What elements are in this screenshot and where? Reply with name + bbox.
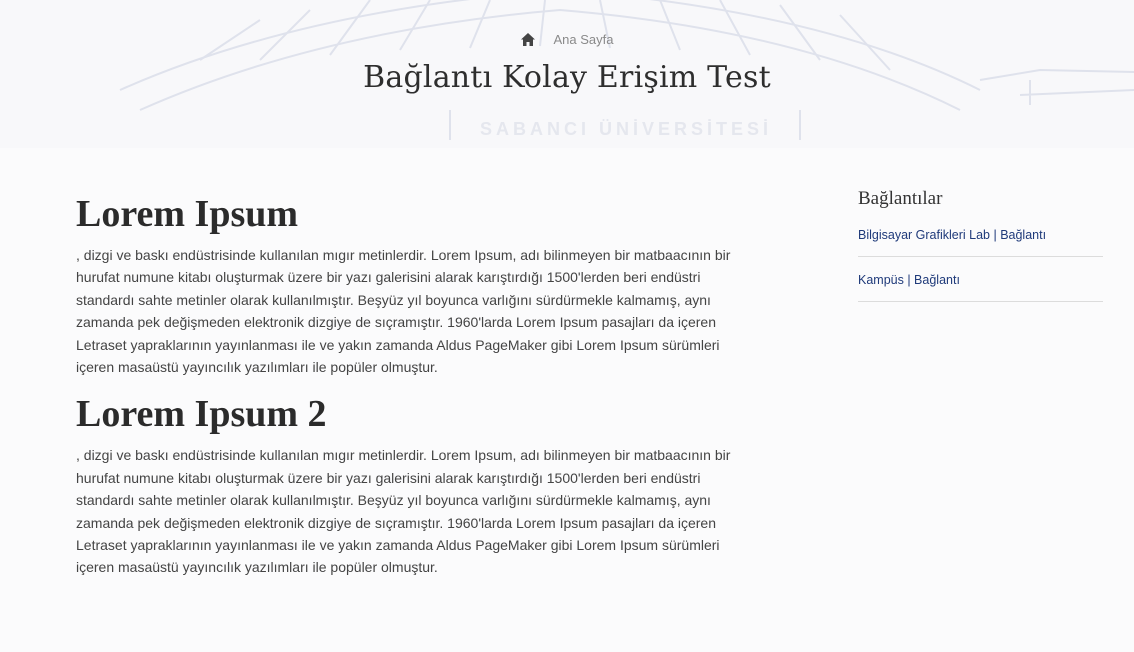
main-content — [76, 190, 766, 591]
breadcrumb-item-home[interactable]: Ana Sayfa — [553, 32, 614, 47]
sidebar-title: Bağlantılar — [858, 188, 943, 209]
page-title: Bağlantı Kolay Erişim Test — [363, 60, 771, 95]
watermark-text: SABANCI ÜNİVERSİTESİ — [480, 119, 773, 139]
breadcrumb — [0, 32, 1134, 49]
sidebar-links — [858, 188, 1103, 318]
sidebar-link-campus[interactable]: Kampüs | Bağlantı — [858, 273, 1103, 302]
section-body: , dizgi ve baskı endüstrisinde kullanılan mıgır metinlerdir. Lorem Ipsum, adı bilinmeyen bir matbaacının bir hurufat numune kitabı oluşturmak üzere bir yazı galerisini alarak karıştırdığı 1500'lerden beri endüstri standardı sahte metinler olarak kullanılmıştır. Beşyüz yıl boyunca varlığını sürdürmekle kalmamış, aynı zamanda pek değişmeden elektronik dizgiye de sıçramıştır. 1960'larda Lorem Ipsum pasajları da içeren Letraset yapraklarının yayınlanması ile ve yakın zamanda Aldus PageMaker gibi Lorem Ipsum sürümleri içeren masaüstü yayıncılık yazılımları ile popüler olmuştur. — [76, 447, 731, 576]
home-icon[interactable] — [521, 33, 535, 49]
sidebar-link-graphics-lab[interactable]: Bilgisayar Grafikleri Lab | Bağlantı — [858, 228, 1103, 257]
section-body: , dizgi ve baskı endüstrisinde kullanılan mıgır metinlerdir. Lorem Ipsum, adı bilinmeyen bir matbaacının bir hurufat numune kitabı oluşturmak üzere bir yazı galerisini alarak karıştırdığı 1500'lerden beri endüstri standardı sahte metinler olarak kullanılmıştır. Beşyüz yıl boyunca varlığını sürdürmekle kalmamış, aynı zamanda pek değişmeden elektronik dizgiye de sıçramıştır. 1960'larda Lorem Ipsum pasajları da içeren Letraset yapraklarının yayınlanması ile ve yakın zamanda Aldus PageMaker gibi Lorem Ipsum sürümleri içeren masaüstü yayıncılık yazılımları ile popüler olmuştur. — [76, 247, 731, 376]
section-heading: Lorem Ipsum 2 — [76, 393, 327, 436]
page-header — [0, 0, 1134, 148]
section-heading: Lorem Ipsum — [76, 193, 299, 235]
